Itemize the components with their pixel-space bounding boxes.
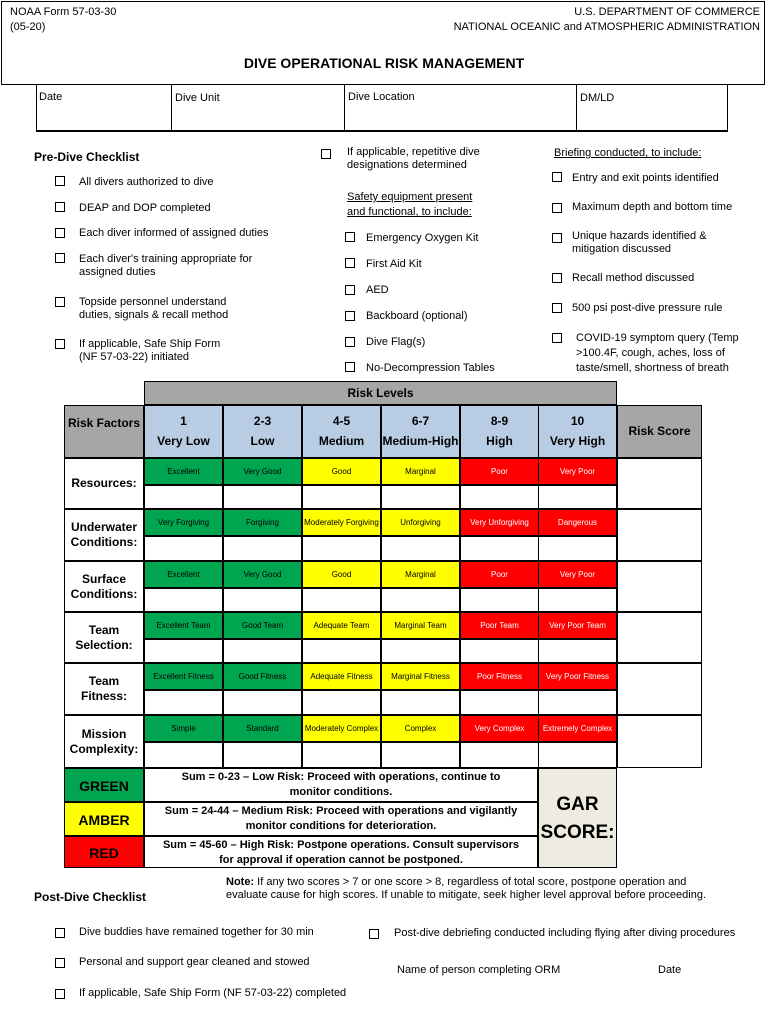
risk-rating-cell: Poor Team [460,612,539,639]
risk-level-label: Medium [318,434,365,448]
checkbox[interactable] [55,297,65,307]
checkbox[interactable] [552,273,562,283]
checkbox[interactable] [55,253,65,263]
pre-dive-item: Each diver's training appropriate for assigned duties [79,253,253,278]
checkbox[interactable] [345,337,355,347]
score-entry-cell[interactable] [460,690,539,715]
pre-dive-item: Each diver informed of assigned duties [79,227,269,239]
page-title: DIVE OPERATIONAL RISK MANAGEMENT [243,55,525,71]
note-text: If any two scores > 7 or one score > 8, regardless of total score, postpone operation and evaluate cause for high scores. If unable to mitigate, seek higher level approval before proceeding. [226,876,707,901]
risk-factor-label: Resources: [64,458,144,509]
risk-rating-cell: Dangerous [538,509,617,536]
risk-level-column-header [302,405,381,458]
checkbox[interactable] [345,285,355,295]
score-entry-cell[interactable] [460,742,539,768]
repetitive-dive-item: If applicable, repetitive dive designations determined [347,146,480,171]
gar-level-description: Sum = 0-23 – Low Risk: Proceed with operations, continue to monitor conditions. [144,768,538,802]
score-entry-cell[interactable] [460,639,539,663]
gar-score-label: GAR [556,794,599,815]
checkbox[interactable] [55,228,65,238]
post-dive-title: Post-Dive Checklist [34,890,147,904]
score-entry-cell[interactable] [144,690,223,715]
risk-rating-cell: Excellent Fitness [144,663,223,690]
checkbox[interactable] [321,149,331,159]
risk-rating-cell: Marginal [381,458,460,485]
risk-rating-cell: Excellent [144,458,223,485]
score-entry-cell[interactable] [144,639,223,663]
score-entry-cell[interactable] [302,742,381,768]
risk-factor-label: Mission Complexity: [64,715,144,768]
checkbox[interactable] [552,203,562,213]
checkbox[interactable] [345,311,355,321]
risk-rating-cell: Excellent [144,561,223,588]
score-entry-cell[interactable] [144,588,223,612]
gar-level-description: Sum = 45-60 – High Risk: Postpone operations. Consult supervisors for approval if operation cannot be postponed. [144,836,538,868]
checkbox[interactable] [55,339,65,349]
risk-score-cell[interactable] [617,663,702,715]
score-entry-cell[interactable] [381,742,460,768]
form-date: (05-20) [10,21,46,33]
risk-rating-cell: Complex [381,715,460,742]
risk-rating-cell: Very Forgiving [144,509,223,536]
checkbox[interactable] [55,989,65,999]
risk-rating-cell: Poor Fitness [460,663,539,690]
risk-rating-cell: Good [302,561,381,588]
risk-score-cell[interactable] [617,458,702,509]
risk-rating-cell: Good Fitness [223,663,302,690]
score-entry-cell[interactable] [144,742,223,768]
checkbox[interactable] [552,303,562,313]
risk-score-cell[interactable] [617,509,702,561]
risk-factors-label: Risk Factors [67,416,141,430]
risk-score-cell[interactable] [617,612,702,663]
dm-ld-field[interactable]: DM/LD [580,92,615,104]
safety-item: Backboard (optional) [366,310,468,322]
checkbox[interactable] [345,362,355,372]
briefing-item: Entry and exit points identified [572,172,719,184]
score-entry-cell[interactable] [538,690,617,715]
risk-rating-cell: Moderately Complex [302,715,381,742]
risk-level-label: Low [250,434,275,448]
score-entry-cell[interactable] [381,588,460,612]
briefing-title: Briefing conducted, to include: [554,147,702,159]
date-label: Date [658,964,682,976]
score-entry-cell[interactable] [302,639,381,663]
risk-rating-cell: Standard [223,715,302,742]
pre-dive-title: Pre-Dive Checklist [34,150,140,164]
score-entry-cell[interactable] [538,485,617,509]
safety-item: AED [366,284,389,296]
risk-rating-cell: Marginal Fitness [381,663,460,690]
risk-factor-label: Surface Conditions: [64,561,144,612]
risk-levels-header: Risk Levels [144,381,617,405]
score-entry-cell[interactable] [460,588,539,612]
risk-level-label: High [486,434,513,448]
form-number: NOAA Form 57-03-30 [10,6,117,18]
risk-level-label: Very Low [157,434,210,448]
risk-rating-cell: Poor [460,561,539,588]
score-entry-cell[interactable] [381,690,460,715]
gar-level-label: GREEN [64,768,144,802]
post-dive-item: Dive buddies have remained together for 30 min [79,926,314,938]
post-dive-item: Personal and support gear cleaned and stowed [79,956,310,968]
score-entry-cell[interactable] [538,588,617,612]
score-entry-cell[interactable] [538,536,617,561]
department: U.S. DEPARTMENT OF COMMERCE [574,6,760,18]
risk-level-number: 1 [180,414,187,428]
risk-rating-cell: Poor [460,458,539,485]
risk-level-label: Very High [549,434,606,448]
risk-rating-cell: Forgiving [223,509,302,536]
risk-factor-label: Team Selection: [64,612,144,663]
checkbox[interactable] [345,232,355,242]
risk-level-number: 8-9 [490,414,509,428]
risk-rating-cell: Excellent Team [144,612,223,639]
risk-level-number: 2-3 [253,414,272,428]
checkbox[interactable] [55,176,65,186]
risk-factor-label: Underwater Conditions: [64,509,144,561]
checkbox[interactable] [55,928,65,938]
checkbox[interactable] [552,172,562,182]
risk-rating-cell: Unforgiving [381,509,460,536]
risk-level-number: 4-5 [332,414,351,428]
risk-rating-cell: Very Poor Fitness [538,663,617,690]
risk-rating-cell: Marginal [381,561,460,588]
risk-level-label: Medium-High [382,434,459,448]
gar-score-label: SCORE: [540,822,615,843]
risk-level-column-header [223,405,302,458]
risk-score-cell[interactable] [617,715,702,768]
score-entry-cell[interactable] [302,690,381,715]
risk-rating-cell: Very Poor [538,458,617,485]
safety-item: First Aid Kit [366,258,422,270]
risk-rating-cell: Very Good [223,561,302,588]
risk-rating-cell: Adequate Fitness [302,663,381,690]
score-entry-cell[interactable] [302,588,381,612]
risk-rating-cell: Extremely Complex [538,715,617,742]
dive-unit-field[interactable]: Dive Unit [175,92,220,104]
risk-score-header: Risk Score [617,405,702,458]
score-entry-cell[interactable] [223,690,302,715]
safety-item: No-Decompression Tables [366,362,495,374]
note-label: Note: [226,876,255,888]
score-entry-cell[interactable] [538,742,617,768]
risk-rating-cell: Good Team [223,612,302,639]
gar-score-box [538,768,617,868]
risk-rating-cell: Adequate Team [302,612,381,639]
gar-level-description: Sum = 24-44 – Medium Risk: Proceed with operations and vigilantly monitor conditions for deterioration. [144,802,538,836]
briefing-item: Maximum depth and bottom time [572,201,733,213]
post-dive-item: If applicable, Safe Ship Form (NF 57-03-22) completed [79,987,347,999]
risk-factor-label: Team Fitness: [64,663,144,715]
score-entry-cell[interactable] [381,485,460,509]
pre-dive-item: All divers authorized to dive [79,176,214,188]
date-field[interactable]: Date [39,91,63,103]
safety-item: Dive Flag(s) [366,336,426,348]
score-entry-cell[interactable] [302,485,381,509]
risk-rating-cell: Good [302,458,381,485]
score-entry-cell[interactable] [223,485,302,509]
score-entry-cell[interactable] [223,742,302,768]
pre-dive-item: If applicable, Safe Ship Form (NF 57-03-22) initiated [79,338,221,363]
post-dive-debrief-item: Post-dive debriefing conducted including flying after diving procedures [394,927,736,939]
risk-rating-cell: Very Unforgiving [460,509,539,536]
checkbox[interactable] [369,929,379,939]
score-entry-cell[interactable] [381,639,460,663]
score-entry-cell[interactable] [223,588,302,612]
score-entry-cell[interactable] [223,639,302,663]
agency: NATIONAL OCEANIC and ATMOSPHERIC ADMINISTRATION [453,21,760,33]
name-label: Name of person completing ORM [397,964,561,976]
safety-equipment-title: Safety equipment present and functional, to include: [347,191,473,218]
risk-rating-cell: Very Poor [538,561,617,588]
score-entry-cell[interactable] [144,536,223,561]
briefing-item: Recall method discussed [572,272,695,284]
score-entry-cell[interactable] [144,485,223,509]
dive-location-field[interactable]: Dive Location [348,91,415,103]
risk-level-column-header [460,405,539,458]
gar-level-label: RED [64,836,144,868]
checkbox[interactable] [55,958,65,968]
risk-factors-header [64,405,144,458]
pre-dive-item: DEAP and DOP completed [79,202,211,214]
score-entry-cell[interactable] [460,485,539,509]
score-entry-cell[interactable] [460,536,539,561]
briefing-item: COVID-19 symptom query (Temp >100.4F, cough, aches, loss of taste/smell, shortness of breath [576,332,739,374]
risk-level-column-header [538,405,617,458]
score-entry-cell[interactable] [302,536,381,561]
risk-rating-cell: Marginal Team [381,612,460,639]
risk-score-cell[interactable] [617,561,702,612]
risk-rating-cell: Very Good [223,458,302,485]
pre-dive-item: Topside personnel understand duties, signals & recall method [79,296,229,321]
checkbox[interactable] [55,202,65,212]
safety-item: Emergency Oxygen Kit [366,232,479,244]
briefing-item: Unique hazards identified & mitigation discussed [572,230,707,255]
risk-rating-cell: Moderately Forgiving [302,509,381,536]
checkbox[interactable] [552,333,562,343]
briefing-item: 500 psi post-dive pressure rule [572,302,723,314]
checkbox[interactable] [552,233,562,243]
risk-level-number: 10 [570,414,585,428]
risk-rating-cell: Simple [144,715,223,742]
score-entry-cell[interactable] [223,536,302,561]
risk-level-column-header [381,405,460,458]
score-entry-cell[interactable] [381,536,460,561]
risk-level-number: 6-7 [411,414,430,428]
risk-rating-cell: Very Complex [460,715,539,742]
checkbox[interactable] [345,258,355,268]
score-entry-cell[interactable] [538,639,617,663]
note [226,876,726,902]
risk-level-column-header [144,405,223,458]
risk-rating-cell: Very Poor Team [538,612,617,639]
gar-level-label: AMBER [64,802,144,836]
